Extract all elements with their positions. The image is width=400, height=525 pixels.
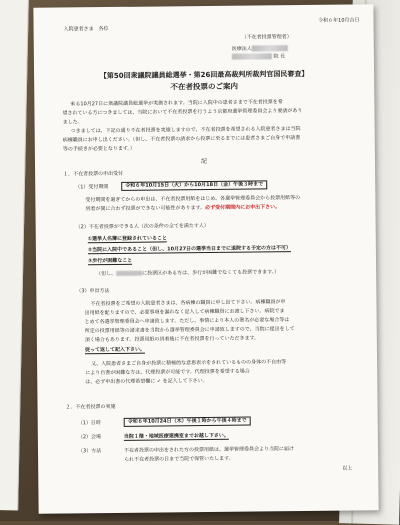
application-method-label: （3）申出方法 bbox=[76, 288, 110, 295]
notice-subtitle: 不在者投票のご案内 bbox=[170, 81, 238, 92]
redacted-director-name bbox=[232, 53, 272, 59]
notice-title: 【第50回衆議院議員総選挙・第26回最高裁判所裁判官国民審査】 bbox=[99, 69, 309, 81]
intro-line: ました。 bbox=[62, 119, 83, 126]
eligibility-condition-3: ③歩行が困難なこと bbox=[87, 257, 133, 265]
reception-note bbox=[85, 205, 280, 212]
intro-line: 病棟職員にお申し出ください。（但し、不在者投票の請求から投票に至るまでには患者さまご自身で申請書 bbox=[62, 135, 301, 144]
eligibility-label: （2）不在者投票ができる人（次の条件の全てを満たす人） bbox=[75, 222, 209, 231]
application-line: とめて各選挙管理委員会へ申請致します。ただし、事情により本人の署名が必要な場合等は bbox=[84, 317, 290, 326]
application-line: 出用紙を配りますので、必要事項を漏れなく記入して病棟職員にお渡し下さい。病院でま bbox=[84, 308, 285, 317]
sender-director bbox=[232, 53, 285, 60]
eligibility-note bbox=[96, 269, 279, 277]
application-line: 頂く場合もあります。投票用紙の到着後に不在者投票を行っていただきます。 bbox=[84, 335, 260, 344]
notice-date: 令和６年10月吉日 bbox=[318, 17, 360, 24]
eligibility-condition-1: ①選挙人名簿に登録されていること bbox=[87, 235, 168, 243]
redacted-org-name bbox=[252, 45, 288, 51]
section-2-heading: ２．不在者投票の実施 bbox=[65, 403, 116, 411]
eligibility-note-post: に投票区がある方は、歩行が困難でなくても投票できます。） bbox=[142, 269, 280, 277]
voting-venue-value: 当院１階・地域医療連携室までお越し下さい。 bbox=[123, 432, 229, 440]
department: （不在者投票管理者） bbox=[241, 34, 292, 41]
proxy-vote-line: は、必ず申出書の代理希望欄に ✓ を記入して下さい。 bbox=[85, 377, 208, 386]
reception-note-text: 到着が間に合わず投票ができない可能性があります。 bbox=[85, 205, 206, 213]
voting-method-label: （3）方法 bbox=[77, 448, 102, 455]
intro-line: つきましては、下記の通り不在者投票を実施しますので、不在者投票を希望される入院患者さまは当院 bbox=[70, 126, 301, 135]
notice-document bbox=[33, 4, 378, 514]
proxy-vote-line: により自書が困難な方は、代理投票が可能です。代理投票を希望する場合 bbox=[85, 368, 250, 377]
reception-note-warning: 必ず受付期間内にお申出下さい。 bbox=[205, 204, 281, 212]
voting-method-line: られ不在者投票の日まで当院で保管いたします。 bbox=[124, 455, 234, 463]
redacted-district bbox=[116, 271, 142, 276]
voting-date-value: 令和６年10月24日（木）午後１時から午後４時まで bbox=[124, 417, 251, 427]
voting-method-line: 不在者投票の申出をされた方の投票用紙は、選挙管理委員会より当院に届け bbox=[123, 446, 295, 454]
closing-ijo: 以上 bbox=[342, 465, 353, 472]
voting-venue-label: （2）会場 bbox=[77, 434, 102, 441]
application-boxed-note: 従って返して記入下さい。 bbox=[84, 346, 145, 354]
reception-period-label: （1）受付期間 bbox=[75, 184, 109, 191]
application-line: 不在者投票をご希望の入院患者さまは、各病棟の職員に申し出て下さい。病棟職員が申 bbox=[90, 299, 286, 308]
org-prefix: 医療法人 bbox=[231, 46, 252, 53]
eligibility-condition-2: ②当院に入院中であること（但し、10月27日の選挙当日までに退院する予定の方は不可） bbox=[87, 245, 292, 254]
eligibility-note-pre: （但し、 bbox=[96, 270, 117, 278]
addressee: 入院患者さま 各位 bbox=[63, 26, 109, 33]
intro-line: 来る10月27日に衆議院議員総選挙が実施されます。当院に入院中の患者さまで不在者投票を希 bbox=[70, 99, 283, 108]
sender-org bbox=[232, 45, 288, 52]
intro-line: 等の手続きが必要となります。） bbox=[62, 145, 135, 153]
director-title: 院 長 bbox=[273, 53, 286, 60]
reception-period-value: 令和６年10月15日（火）から10月18日（金）午後３時まで bbox=[121, 180, 267, 191]
application-line: 所定の投票用紙等の請求書を当院から選挙管理委員会に申請致しますので、当院に提出をして bbox=[84, 326, 295, 335]
proxy-vote-line: 又、入院患者さまご自身が投票に積極的な意思表示をされているものの身体の不自由等 bbox=[91, 359, 287, 368]
reception-note: 受付期間を過ぎてからの申出は、不在者投票用紙をはじめ、各選挙管理委員会から投票用紙等の bbox=[85, 195, 301, 204]
intro-line: 望されている方につきましては、当院において不在者投票を行うよう京都府選挙管理委員会より要請があり bbox=[62, 107, 303, 117]
section-1-heading: １．不在者投票の申出受付 bbox=[63, 170, 124, 178]
voting-date-label: （1）日時 bbox=[77, 420, 101, 427]
ki-heading: 記 bbox=[200, 157, 208, 166]
